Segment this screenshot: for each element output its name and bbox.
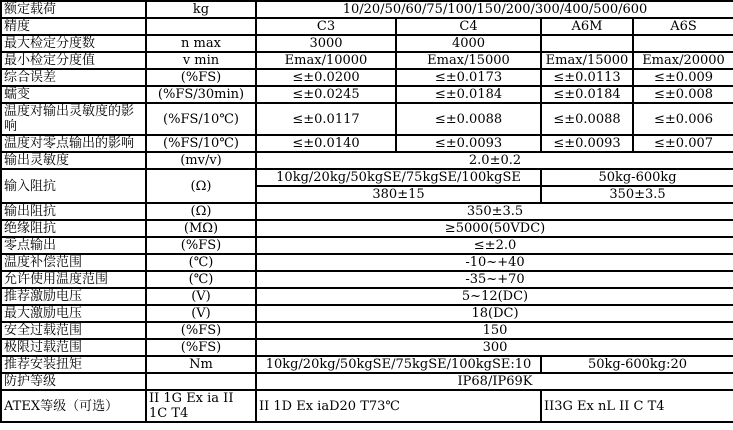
row-unit: (℃) [146,271,256,288]
row-label: 输入阻抗 [1,169,146,203]
row-value: 350±3.5 [256,203,733,220]
row-unit [146,373,256,390]
row-creep [1,86,733,103]
row-temp-effect-zero [1,135,733,152]
cell-a6m: ≤±0.0113 [541,69,633,86]
cell-a6m: ≤±0.0088 [541,103,633,135]
row-unit: v min [146,52,256,69]
row-unit: (%FS/30min) [146,86,256,103]
row-output-impedance [1,203,733,220]
row-unit: (℃) [146,254,256,271]
row-unit: (%FS/10℃) [146,135,256,152]
cell-torque-small: 10kg/20kg/50kgSE/75kgSE/100kgSE:10 [256,356,541,373]
row-unit: (mv/v) [146,152,256,169]
cell-range-large: 50kg-600kg [541,169,733,186]
row-recommended-excitation-voltage [1,288,733,305]
cell-c3: ≤±0.0117 [256,103,396,135]
row-unit: (%FS) [146,237,256,254]
row-min-verification-interval [1,52,733,69]
row-label: 温度对零点输出的影响 [1,135,146,152]
row-unit: (%FS) [146,322,256,339]
row-label: 输出阻抗 [1,203,146,220]
row-output-sensitivity [1,152,733,169]
row-unit: Nm [146,356,256,373]
row-value: 150 [256,322,733,339]
row-atex-rating [1,390,733,422]
row-label: 极限过载范围 [1,339,146,356]
row-label: 精度 [1,18,146,35]
cell-c4: Emax/15000 [396,52,541,69]
row-ultimate-overload-range [1,339,733,356]
row-label: 最大检定分度数 [1,35,146,52]
row-label: 绝缘阻抗 [1,220,146,237]
cell-a6m [541,35,633,52]
row-value: 10/20/50/60/75/100/150/200/300/400/500/600 [256,1,733,18]
row-protection-class [1,373,733,390]
cell-a6s: ≤±0.006 [633,103,733,135]
cell-impedance-large: 350±3.5 [541,186,733,203]
row-accuracy-class [1,18,733,35]
cell-c4: ≤±0.0173 [396,69,541,86]
cell-atex-gas: II 1G Ex ia II 1C T4 [146,390,256,422]
row-unit: (%FS) [146,69,256,86]
cell-c4: ≤±0.0184 [396,86,541,103]
row-value: 18(DC) [256,305,733,322]
col-header-a6s: A6S [633,18,733,35]
row-zero-output [1,237,733,254]
row-label: 推荐安装扭矩 [1,356,146,373]
row-unit: (Ω) [146,203,256,220]
cell-c4: ≤±0.0093 [396,135,541,152]
row-label: 最小检定分度值 [1,52,146,69]
row-value: IP68/IP69K [256,373,733,390]
row-unit: (V) [146,305,256,322]
cell-atex-nl: II3G Ex nL II C T4 [541,390,733,422]
row-input-impedance [1,169,733,186]
row-temp-effect-sensitivity [1,103,733,135]
row-rated-load [1,1,733,18]
row-operating-temp-range [1,271,733,288]
row-mounting-torque [1,356,733,373]
col-header-c3: C3 [256,18,396,35]
row-unit: (%FS) [146,339,256,356]
row-value: -35~+70 [256,271,733,288]
cell-impedance-small: 380±15 [256,186,541,203]
row-label: 允许使用温度范围 [1,271,146,288]
row-unit [146,18,256,35]
row-label: 最大激励电压 [1,305,146,322]
row-unit: (Ω) [146,169,256,203]
row-combined-error [1,69,733,86]
cell-c3: ≤±0.0140 [256,135,396,152]
row-insulation-impedance [1,220,733,237]
cell-a6s: ≤±0.007 [633,135,733,152]
cell-a6m: Emax/15000 [541,52,633,69]
row-temp-compensation-range [1,254,733,271]
cell-torque-large: 50kg-600kg:20 [541,356,733,373]
row-label: 推荐激励电压 [1,288,146,305]
cell-atex-dust: II 1D Ex iaD20 T73℃ [256,390,541,422]
cell-range-small: 10kg/20kg/50kgSE/75kgSE/100kgSE [256,169,541,186]
row-label: 安全过载范围 [1,322,146,339]
cell-c4: 4000 [396,35,541,52]
row-value: 2.0±0.2 [256,152,733,169]
cell-c3: 3000 [256,35,396,52]
col-header-a6m: A6M [541,18,633,35]
row-label: 输出灵敏度 [1,152,146,169]
cell-a6s: Emax/20000 [633,52,733,69]
cell-c3: ≤±0.0245 [256,86,396,103]
row-safe-overload-range [1,322,733,339]
cell-a6s: ≤±0.009 [633,69,733,86]
cell-a6m: ≤±0.0184 [541,86,633,103]
row-unit: (%FS/10℃) [146,103,256,135]
row-label: 蠕变 [1,86,146,103]
row-max-excitation-voltage [1,305,733,322]
cell-a6s: ≤±0.008 [633,86,733,103]
cell-a6m: ≤±0.0093 [541,135,633,152]
cell-c3: ≤±0.0200 [256,69,396,86]
row-label: 防护等级 [1,373,146,390]
row-label: 额定载荷 [1,1,146,18]
row-label: 零点输出 [1,237,146,254]
row-value: 300 [256,339,733,356]
cell-a6s [633,35,733,52]
row-unit: (MΩ) [146,220,256,237]
row-label: 温度对输出灵敏度的影响 [1,103,146,135]
row-label: 温度补偿范围 [1,254,146,271]
cell-c4: ≤±0.0088 [396,103,541,135]
row-label: 综合误差 [1,69,146,86]
row-value: -10~+40 [256,254,733,271]
row-value: ≤±2.0 [256,237,733,254]
row-value: ≥5000(50VDC) [256,220,733,237]
col-header-c4: C4 [396,18,541,35]
row-label: ATEX等级（可选） [1,390,146,422]
row-unit: n max [146,35,256,52]
cell-c3: Emax/10000 [256,52,396,69]
row-unit: (V) [146,288,256,305]
row-max-verification-intervals [1,35,733,52]
row-value: 5~12(DC) [256,288,733,305]
row-unit: kg [146,1,256,18]
